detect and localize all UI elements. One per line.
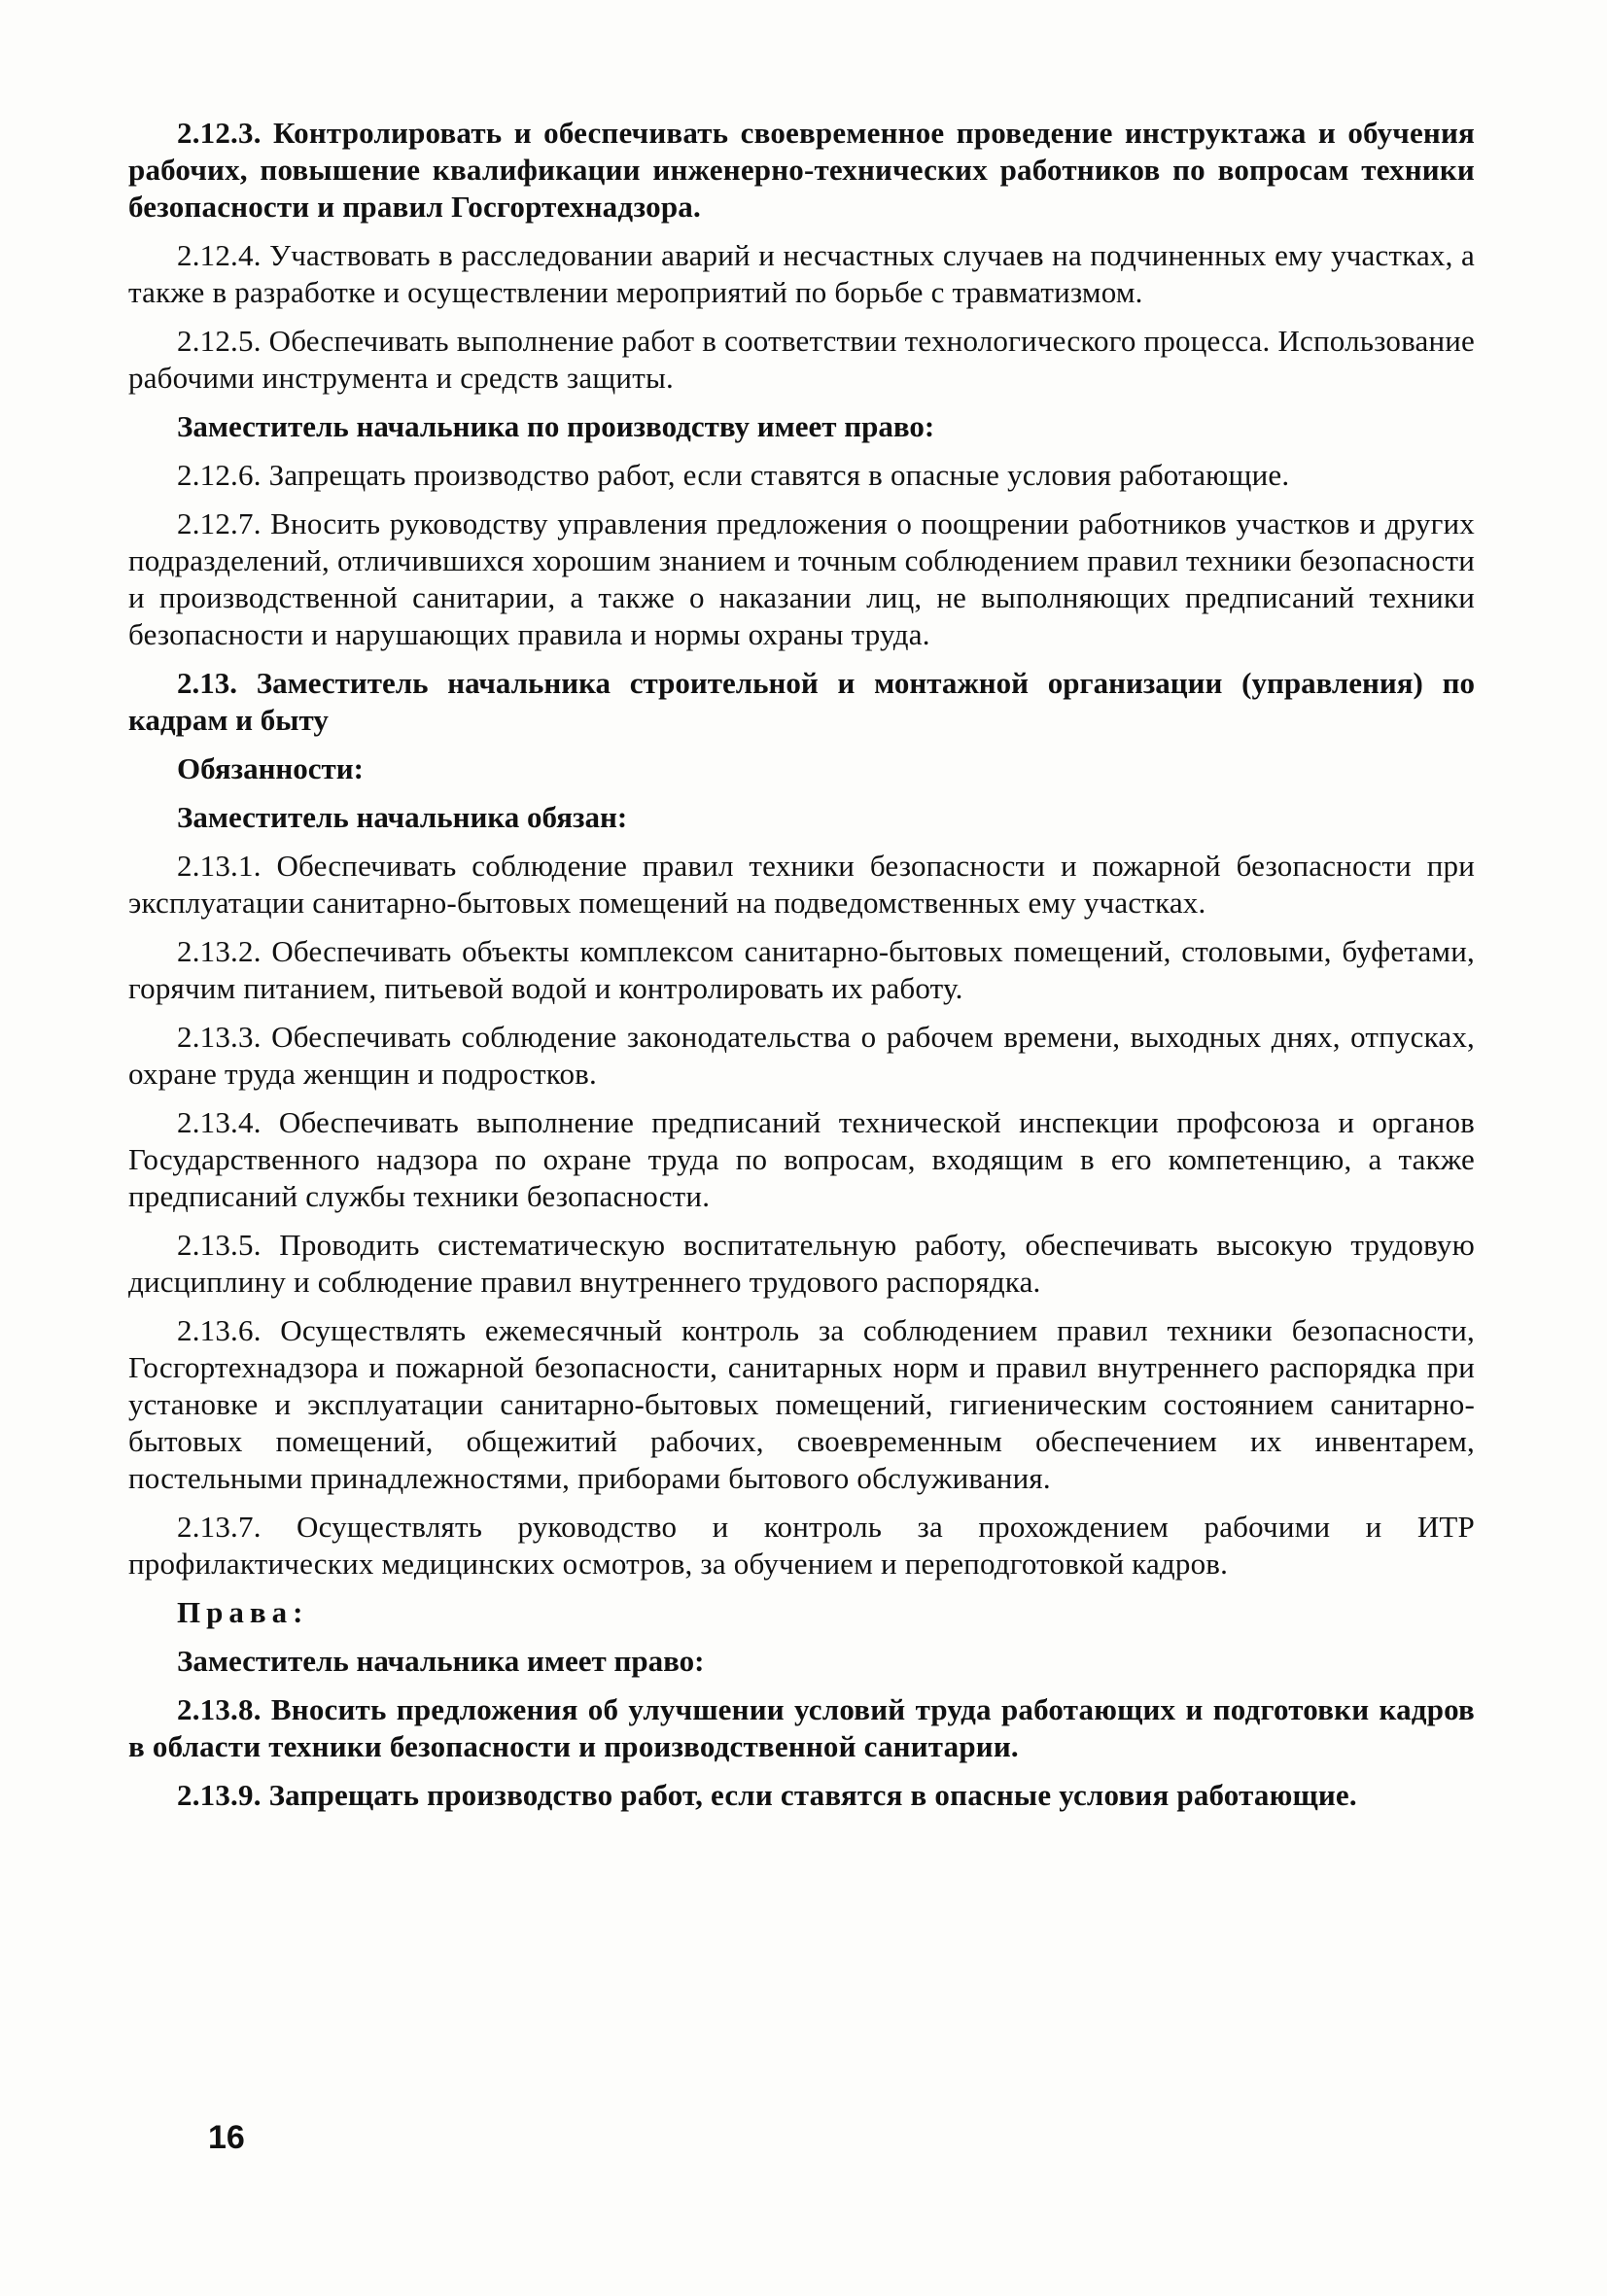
clause-2-12-3: 2.12.3. Контролировать и обеспечивать своевременное проведение инструктажа и обучения рабочих, повышение квалификации инженерно-технических работников по вопросам техники безопасности и правил Госгортехнадзора. [128,116,1475,224]
clause-2-13-4: 2.13.4. Обеспечивать выполнение предписаний технической инспекции профсоюза и органов Государственного надзора по охране труда по вопросам, входящим в его компетенцию, а также предписаний службы техники безопасности. [128,1105,1475,1213]
section-2-13-title: 2.13. Заместитель начальника строительной и монтажной организации (управления) по кадрам и быту [128,666,1475,737]
rights-heading: Права: [177,1595,309,1629]
page-content [128,115,1475,1826]
clause-2-13-7: 2.13.7. Осуществлять руководство и контроль за прохождением рабочими и ИТР профилактических медицинских осмотров, за обучением и переподготовкой кадров. [128,1510,1475,1581]
clause-2-12-5: 2.12.5. Обеспечивать выполнение работ в соответствии технологического процесса. Использование рабочими инструмента и средств защиты. [128,324,1475,395]
clause-2-12-7: 2.12.7. Вносить руководству управления предложения о поощрении работников участков и других подразделений, отличившихся хорошим знанием и точным соблюдением правил техники безопасности и производственной санитарии, а также о наказании лиц, не выполняющих предписаний техники безопасности и нарушающих правила и нормы охраны труда. [128,506,1475,651]
clause-2-13-8: 2.13.8. Вносить предложения об улучшении условий труда работающих и подготовки кадров в области техники безопасности и производственной санитарии. [128,1692,1475,1763]
deputy-obliged-heading: Заместитель начальника обязан: [177,800,628,834]
clause-2-12-6: 2.12.6. Запрещать производство работ, если ставятся в опасные условия работающие. [177,458,1290,492]
clause-2-13-3: 2.13.3. Обеспечивать соблюдение законодательства о рабочем времени, выходных днях, отпусках, охране труда женщин и подростков. [128,1020,1475,1091]
clause-2-13-2: 2.13.2. Обеспечивать объекты комплексом санитарно-бытовых помещений, столовыми, буфетами, горячим питанием, питьевой водой и контролировать их работу. [128,934,1475,1005]
duties-heading: Обязанности: [177,751,364,785]
clause-2-13-1: 2.13.1. Обеспечивать соблюдение правил техники безопасности и пожарной безопасности при эксплуатации санитарно-бытовых помещений на подведомственных ему участках. [128,849,1475,920]
clause-2-13-9: 2.13.9. Запрещать производство работ, если ставятся в опасные условия работающие. [177,1778,1357,1812]
page-number: 16 [208,2119,245,2156]
deputy-rights-heading: Заместитель начальника имеет право: [177,1644,705,1678]
clause-2-12-4: 2.12.4. Участвовать в расследовании аварий и несчастных случаев на подчиненных ему участках, а также в разработке и осуществлении мероприятий по борьбе с травматизмом. [128,238,1475,309]
clause-2-13-6: 2.13.6. Осуществлять ежемесячный контроль за соблюдением правил техники безопасности, Госгортехнадзора и пожарной безопасности, санитарных норм и правил внутреннего распорядка при установке и эксплуатации санитарно-бытовых помещений, гигиеническим состоянием санитарно-бытовых помещений, общежитий рабочих, своевременным обеспечением их инвентарем, постельными принадлежностями, приборами бытового обслуживания. [128,1313,1475,1495]
clause-2-13-5: 2.13.5. Проводить систематическую воспитательную работу, обеспечивать высокую трудовую дисциплину и соблюдение правил внутреннего трудового распорядка. [128,1228,1475,1299]
deputy-production-rights-heading: Заместитель начальника по производству имеет право: [177,409,935,443]
